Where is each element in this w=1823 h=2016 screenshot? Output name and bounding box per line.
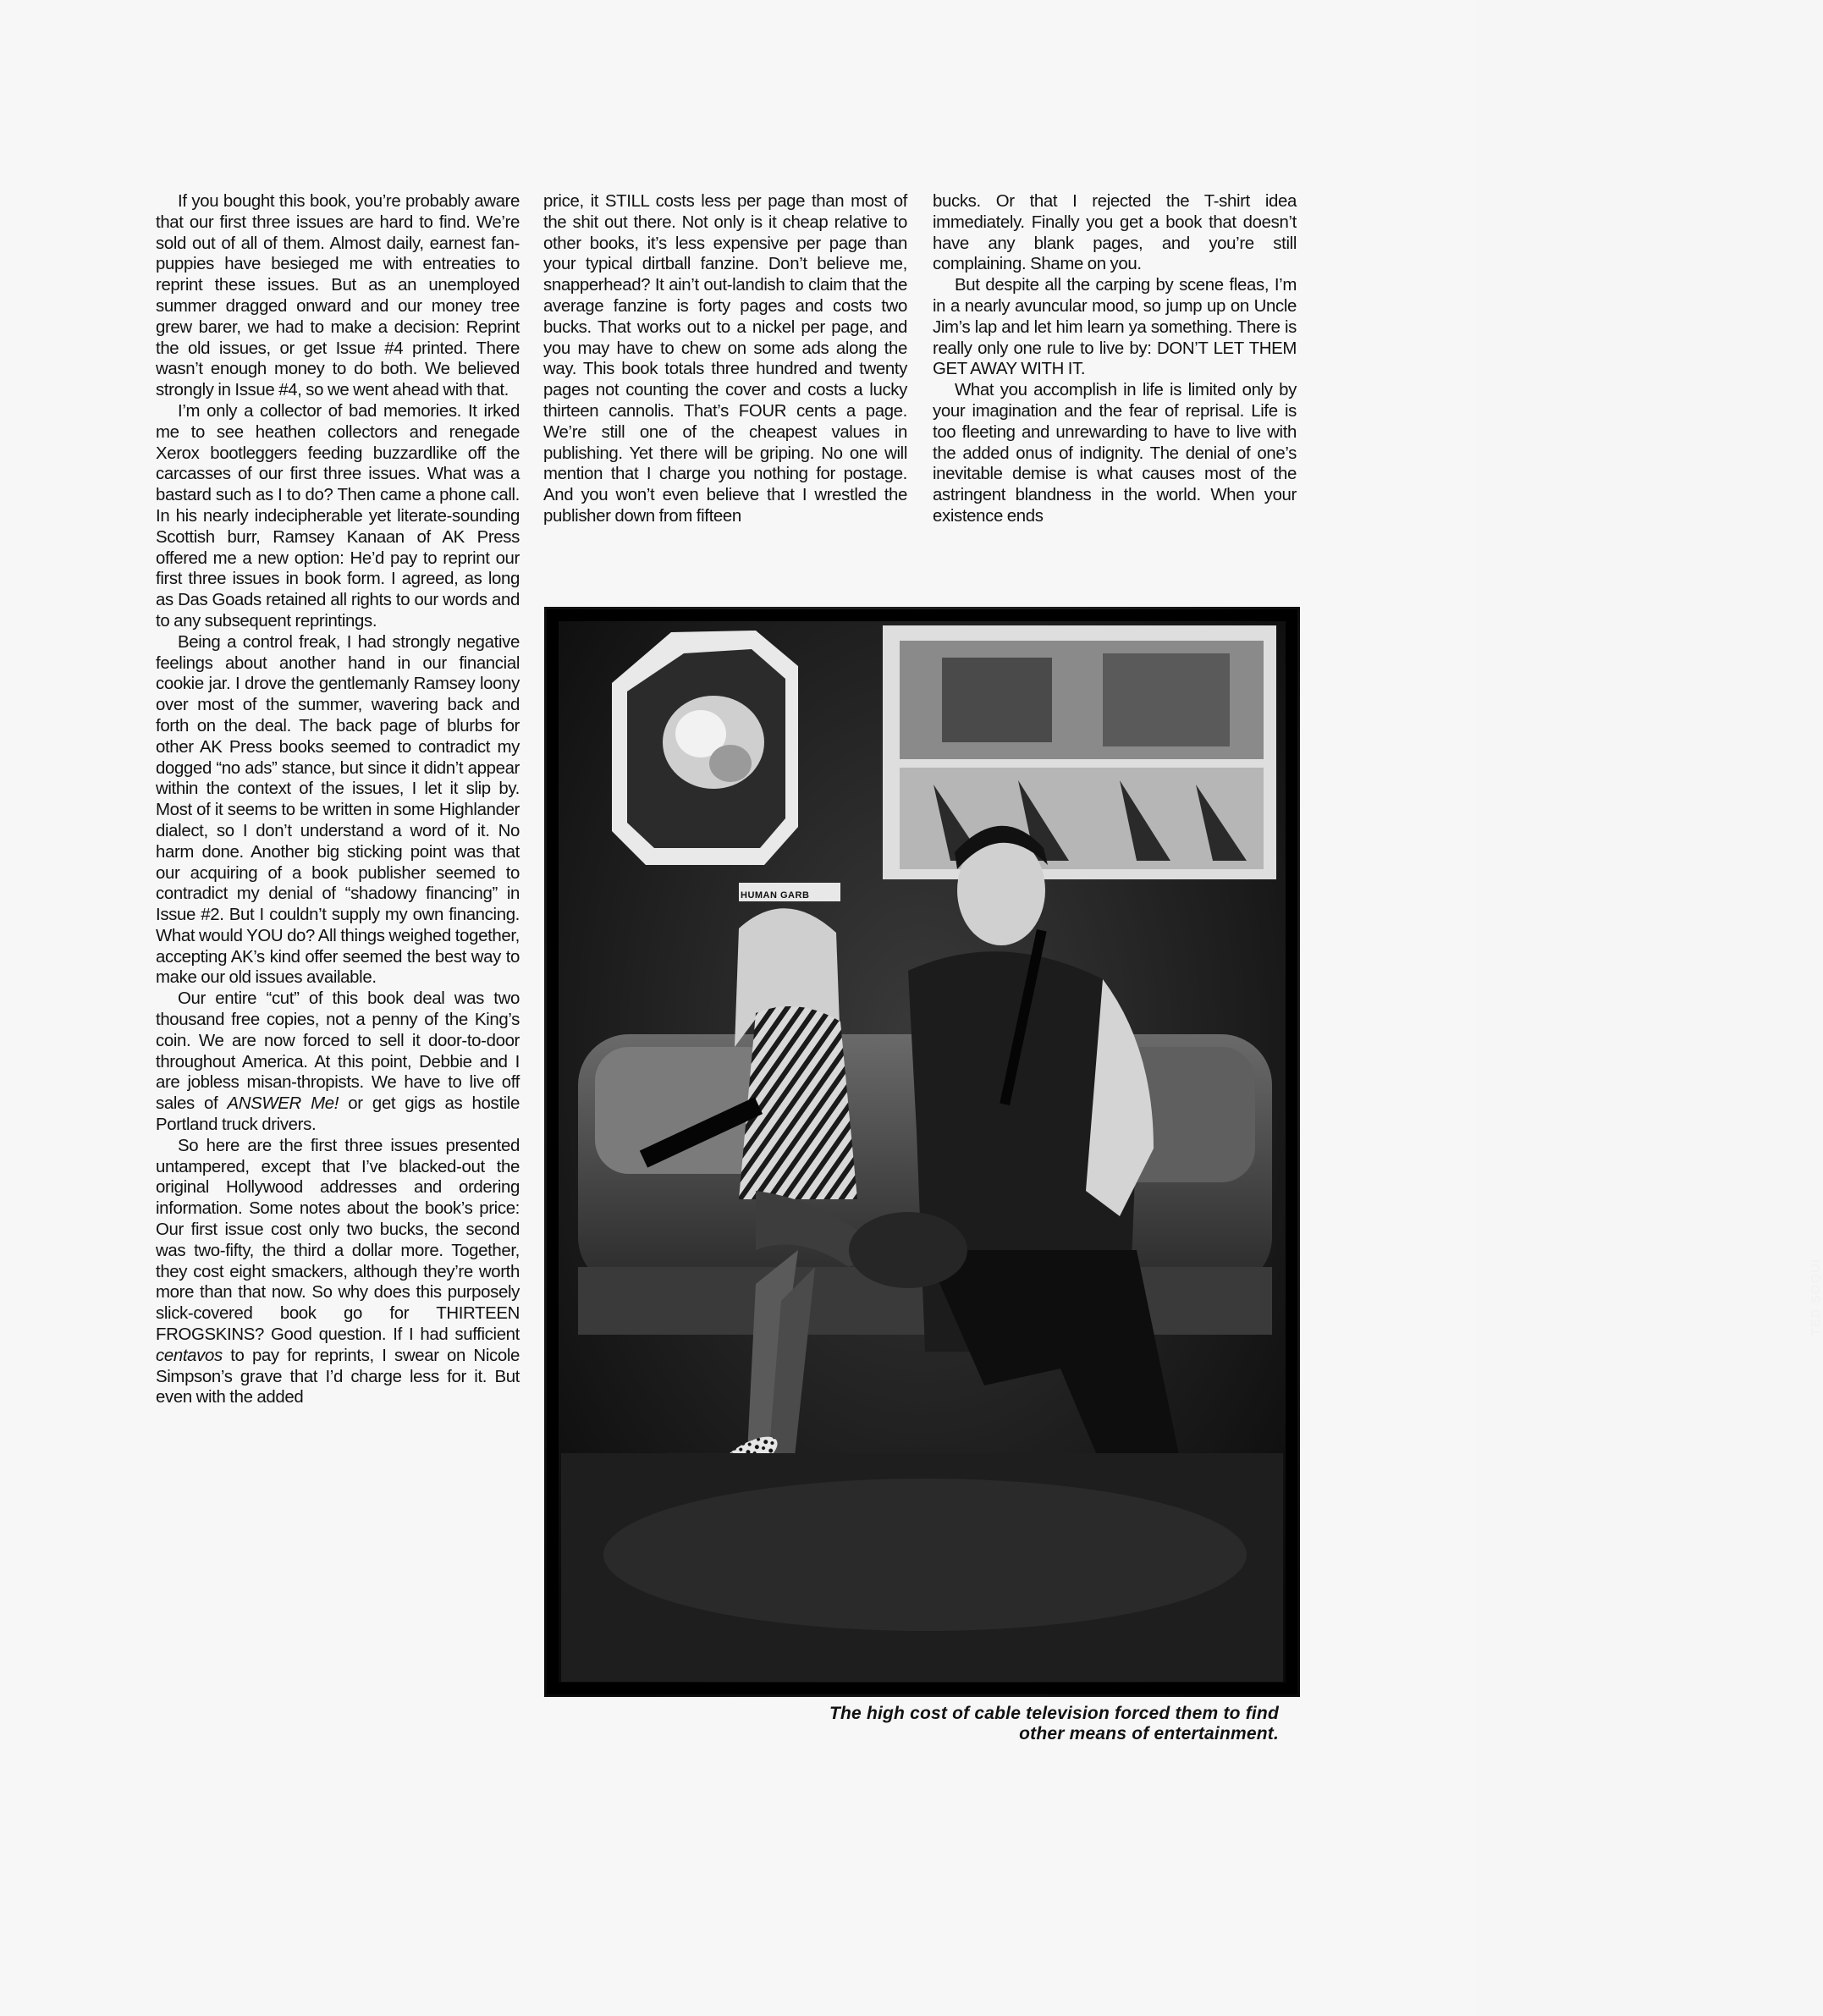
paragraph: price, it STILL costs less per page than most of the shit out there. Not only is it cheap relative to other books, it’s less expensive per page than your typical dirtball fanzine. Don’t believe me, snapperhead? It ain’t out-landish to claim that the average fanzine is forty pages and costs two bucks. That works out to a nickel per page, and you may have to chew on some ads along the way. This book totals three hundred and twenty pages not counting the cover and costs a lucky thirteen cannolis. That’s FOUR cents a page. We’re still one of the cheapest values in publishing. Yet there will be griping. No one will mention that I charge you nothing for postage. And you won’t even believe that I wrestled the publisher down from fifteen	[543, 192, 907, 526]
photo-credit: TED SOQUI	[1809, 1259, 1823, 1336]
text-run: Our entire “cut” of this book deal was two thousand free copies, not a penny of the King’s coin. We are now forced to sell it door-to-door throughout America. At this point, Debbie and I are jobless misan-thropists. We have to live off sales of	[156, 989, 520, 1114]
paragraph	[156, 989, 520, 1136]
caption-line: other means of entertainment.	[1019, 1724, 1279, 1743]
paragraph: Being a control freak, I had strongly negative feelings about another hand in our financial cookie jar. I drove the gentlemanly Ramsey loony over most of the summer, wavering back and forth on the deal. The back page of blurbs for other AK Press books seemed to contradict my dogged “no ads” stance, but since it didn’t appear within the context of the issues, I let it slip by. Most of it seems to be written in some Highlander dialect, so I don’t understand a word of it. No harm done. Another big sticking point was that our acquiring of a book publisher seemed to contradict my denial of “shadowy financing” in Issue #2. But I couldn’t supply my own financing. What would YOU do? All things weighed together, accepting AK’s kind offer seemed the best way to make our old issues available.	[156, 632, 520, 988]
article-column-3	[933, 191, 1297, 589]
text-run: So here are the first three issues presented untampered, except that I’ve blacked-out the original Hollywood addresses and ordering information. Some notes about the book’s price: Our first issue cost only two bucks, the second was two-fifty, the third a dollar more. Together, they cost eight smackers, although they’re worth more than that now. So why does this purposely slick-covered book go for THIRTEEN FROGSKINS? Good question. If I had sufficient	[156, 1136, 520, 1345]
photo-illustration	[544, 607, 1300, 1697]
article-column-1	[156, 191, 520, 1408]
paragraph	[156, 1136, 520, 1408]
photo-caption	[686, 1704, 1279, 1744]
caption-line: The high cost of cable television forced them to find	[829, 1704, 1279, 1723]
text-run: or get gigs as hostile Portland truck drivers.	[156, 1094, 520, 1135]
poster-label: HUMAN GARB	[741, 890, 810, 901]
photograph	[544, 607, 1823, 1697]
paragraph: What you accomplish in life is limited only by your imagination and the fear of reprisal. Life is too fleeting and unrewarding to have to live with the added onus of indignity. The denial of one’s inevitable demise is what causes most of the astringent blandness in the world. When your existence ends	[933, 381, 1297, 526]
paragraph: bucks. Or that I rejected the T-shirt idea immediately. Finally you get a book that doesn’t have any blank pages, and you’re still complaining. Shame on you.	[933, 192, 1297, 274]
magazine-title: ANSWER Me!	[227, 1094, 339, 1114]
text-run: to pay for reprints, I swear on Nicole Simpson’s grave that I’d charge less for it. But even with the added	[156, 1346, 520, 1407]
paragraph: But despite all the carping by scene fleas, I’m in a nearly avuncular mood, so jump up on Uncle Jim’s lap and let him learn ya something. There is really only one rule to live by: DON’T LET THEM GET AWAY WITH IT.	[933, 276, 1297, 379]
italic-word: centavos	[156, 1346, 223, 1365]
paragraph: I’m only a collector of bad memories. It irked me to see heathen collectors and renegade Xerox bootleggers feeding buzzardlike off the carcasses of our first three issues. What was a bastard such as I to do? Then came a phone call. In his nearly indecipherable yet literate-sounding Scottish burr, Ramsey Kanaan of AK Press offered me a new option: He’d pay to reprint our first three issues in book form. I agreed, as long as Das Goads retained all rights to our words and to any subsequent reprintings.	[156, 401, 520, 631]
article-column-2	[543, 191, 907, 589]
paragraph: If you bought this book, you’re probably aware that our first three issues are hard to find. We’re sold out of all of them. Almost daily, earnest fan-puppies have besieged me with entreaties to reprint these issues. But as an unemployed summer dragged onward and our money tree grew barer, we had to make a decision: Reprint the old issues, or get Issue #4 printed. There wasn’t enough money to do both. We believed strongly in Issue #4, so we went ahead with that.	[156, 192, 520, 400]
